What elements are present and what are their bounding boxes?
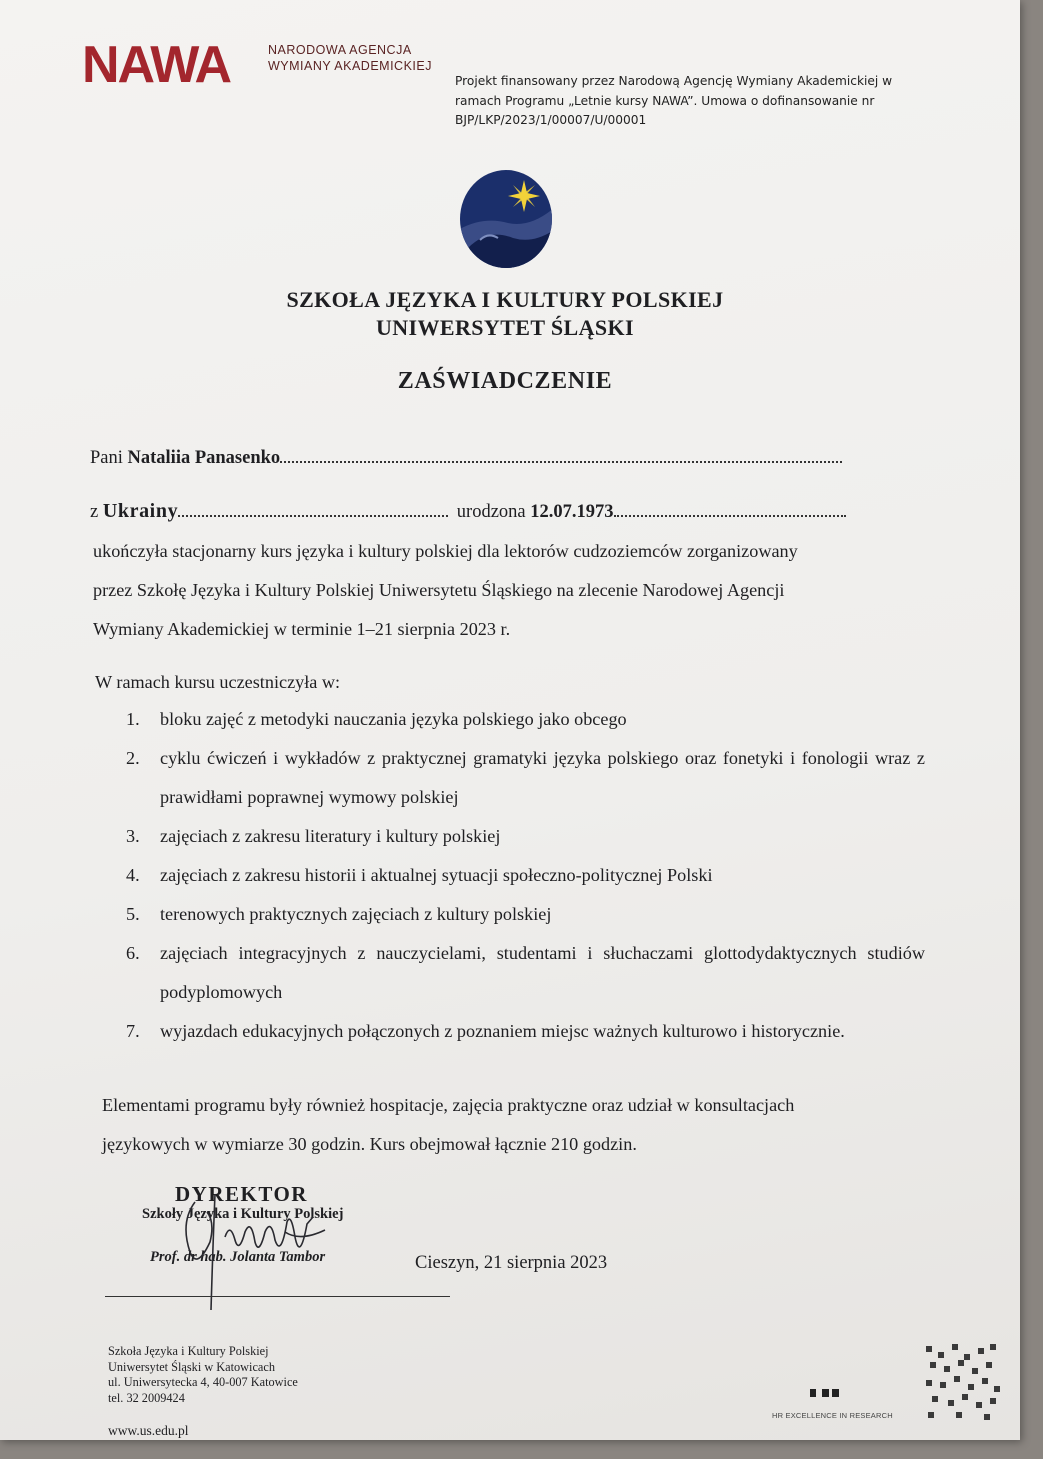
closing-line2: językowych w wymiarze 30 godzin. Kurs obejmował łącznie 210 godzin. bbox=[102, 1134, 637, 1154]
birth-date: 12.07.1973 bbox=[530, 502, 614, 522]
signature-stamp-title: DYREKTOR bbox=[175, 1182, 308, 1206]
list-intro: W ramach kursu uczestniczyła w: bbox=[95, 672, 341, 692]
institution-name bbox=[200, 286, 810, 342]
list-item: 2. cyklu ćwiczeń i wykładów z praktycznej gramatyki języka polskiego oraz fonetyki i fonologii wraz z prawidłami poprawnej wymowy polskiej bbox=[126, 748, 925, 807]
place-and-date: Cieszyn, 21 sierpnia 2023 bbox=[415, 1253, 608, 1273]
born-label: urodzona bbox=[456, 502, 526, 522]
list-item: 1. bloku zajęć z metodyki nauczania języka polskiego jako obcego bbox=[126, 709, 627, 729]
footer-line4: tel. 32 2009424 bbox=[108, 1390, 185, 1405]
school-emblem-icon bbox=[458, 168, 554, 270]
closing-paragraph bbox=[102, 1086, 925, 1164]
project-line3: BJP/LKP/2023/1/00007/U/00001 bbox=[455, 113, 647, 127]
university-dots-logo-icon bbox=[924, 1342, 1004, 1422]
nawa-agency-name bbox=[268, 42, 432, 74]
body-line1: ukończyła stacjonarny kurs języka i kultury polskiej dla lektorów cudzoziemców zorganizowany bbox=[93, 541, 798, 561]
origin-line bbox=[90, 500, 885, 523]
dotted-fill bbox=[178, 503, 448, 517]
footer-address bbox=[108, 1344, 298, 1406]
nawa-name-line1: NARODOWA AGENCJA bbox=[268, 43, 412, 57]
handwritten-signature bbox=[135, 1182, 375, 1312]
dotted-fill bbox=[614, 503, 846, 517]
country: Ukrainy bbox=[102, 500, 179, 522]
footer-line1: Szkoła Języka i Kultury Polskiej bbox=[108, 1344, 269, 1358]
dotted-fill bbox=[280, 449, 842, 463]
project-line2: ramach Programu „Letnie kursy NAWA”. Umowa o dofinansowanie nr bbox=[455, 93, 875, 108]
list-item: 5. terenowych praktycznych zajęciach z kultury polskiej bbox=[126, 904, 552, 924]
signature-line bbox=[105, 1296, 450, 1297]
list-item: 4. zajęciach z zakresu historii i aktualnej sytuacji społeczno-politycznej Polski bbox=[126, 865, 713, 885]
signature-stamp-name: Prof. dr hab. Jolanta Tambor bbox=[150, 1249, 326, 1265]
recipient-name-line bbox=[90, 448, 885, 469]
list-item: 7. wyjazdach edukacyjnych połączonych z poznaniem miejsc ważnych kulturowo i historycznie. bbox=[126, 1021, 845, 1041]
nawa-logo bbox=[80, 36, 260, 88]
from-prefix: z bbox=[90, 502, 99, 522]
salutation: Pani bbox=[90, 448, 123, 468]
closing-line1: Elementami programu były również hospitacje, zajęcia praktyczne oraz udział w konsultacjach bbox=[102, 1095, 795, 1115]
footer-line3: ul. Uniwersytecka 4, 40-007 Katowice bbox=[108, 1375, 298, 1389]
nawa-name-line2: WYMIANY AKADEMICKIEJ bbox=[268, 59, 432, 73]
project-line1: Projekt finansowany przez Narodową Agencję Wymiany Akademickiej w bbox=[455, 74, 893, 88]
body-line3: Wymiany Akademickiej w terminie 1–21 sierpnia 2023 r. bbox=[93, 619, 511, 639]
hr-excellence-text: HR EXCELLENCE IN RESEARCH bbox=[772, 1411, 893, 1420]
website-link: www.us.edu.pl bbox=[108, 1423, 189, 1438]
document-title: ZAŚWIADCZENIE bbox=[397, 368, 613, 394]
project-funding-note bbox=[455, 72, 925, 131]
institution-line2: UNIWERSYTET ŚLĄSKI bbox=[375, 315, 635, 340]
body-line2: przez Szkołę Języka i Kultury Polskiej Uniwersytetu Śląskiego na zlecenie Narodowej Agencji bbox=[93, 580, 785, 600]
recipient-name: Nataliia Panasenko bbox=[127, 448, 281, 468]
signature-stamp-school: Szkoły Języka i Kultury Polskiej bbox=[142, 1206, 344, 1222]
list-item: 3. zajęciach z zakresu literatury i kultury polskiej bbox=[126, 826, 501, 846]
footer-line2: Uniwersytet Śląski w Katowicach bbox=[108, 1359, 275, 1374]
completion-paragraph bbox=[93, 532, 923, 649]
list-item: 6. zajęciach integracyjnych z nauczycielami, studentami i słuchaczami glottodydaktycznych studiów podyplomowych bbox=[126, 943, 925, 1002]
nawa-logo-text: NAWA bbox=[82, 36, 230, 88]
activities-list bbox=[120, 700, 925, 1051]
institution-line1: SZKOŁA JĘZYKA I KULTURY POLSKIEJ bbox=[286, 287, 724, 312]
